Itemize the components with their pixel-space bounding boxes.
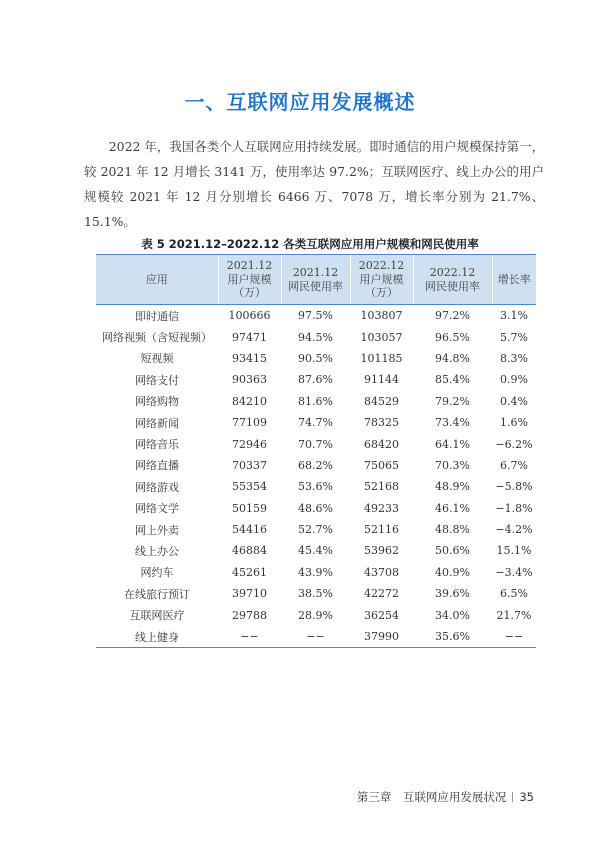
cell-growth: 0.9% bbox=[500, 373, 528, 387]
cell-users-2021: −− bbox=[218, 626, 281, 648]
cell-users-2022: 52116 bbox=[364, 523, 399, 537]
usage-table bbox=[96, 254, 536, 648]
cell-users-2022: 84529 bbox=[364, 394, 399, 408]
cell-growth: −3.4% bbox=[495, 565, 533, 579]
cell-rate-2022: 97.2% bbox=[435, 309, 470, 323]
cell-users-2021: 93415 bbox=[232, 351, 267, 365]
cell-rate-2022: 73.4% bbox=[435, 416, 470, 430]
intro-paragraph: 2022 年，我国各类个人互联网应用持续发展。即时通信的用户规模保持第一，较 2021 年 12 月增长 3141 万，使用率达 97.2%；互联网医疗、线上办公的用户规模较 2021 年 12 月分别增长 6466 万、7078 万，增长率分别为 21.7%、15.1%。 bbox=[84, 139, 544, 229]
header-growth-label: 增长率 bbox=[497, 272, 531, 286]
cell-rate-2022: 48.8% bbox=[435, 523, 470, 537]
cell-users-2022: 36254 bbox=[364, 608, 399, 622]
cell-app-name: 网上外卖 bbox=[135, 523, 179, 537]
cell-users-2021: 55354 bbox=[232, 480, 267, 494]
cell-users-2022: 53962 bbox=[364, 544, 399, 558]
cell-rate-2022: 64.1% bbox=[435, 437, 470, 451]
cell-rate-2022: 94.8% bbox=[435, 351, 470, 365]
cell-app-name: 网络视频（含短视频） bbox=[102, 331, 212, 345]
table-row bbox=[96, 391, 536, 412]
table-row bbox=[96, 604, 536, 625]
cell-rate-2022: 70.3% bbox=[435, 458, 470, 472]
cell-rate-2022: 85.4% bbox=[435, 373, 470, 387]
cell-users-2021: 77109 bbox=[232, 416, 267, 430]
cell-rate-2022: 34.0% bbox=[435, 608, 470, 622]
table-row bbox=[96, 305, 536, 327]
cell-rate-2021: 97.5% bbox=[298, 309, 333, 323]
footer-divider bbox=[512, 792, 513, 802]
table-row bbox=[96, 412, 536, 433]
cell-users-2021: 29788 bbox=[232, 608, 267, 622]
cell-growth: −5.8% bbox=[495, 480, 533, 494]
cell-rate-2021: 53.6% bbox=[298, 480, 333, 494]
cell-growth: 1.6% bbox=[500, 416, 528, 430]
cell-users-2022: 101185 bbox=[360, 351, 403, 365]
cell-rate-2021: 74.7% bbox=[298, 416, 333, 430]
cell-rate-2022: 50.6% bbox=[435, 544, 470, 558]
table-row bbox=[96, 626, 536, 648]
cell-growth: 6.5% bbox=[500, 587, 528, 601]
cell-app-name: 在线旅行预订 bbox=[124, 587, 190, 601]
table-row bbox=[96, 433, 536, 454]
cell-users-2021: 46884 bbox=[232, 544, 267, 558]
header-users-2021-label: 2021.12 用户规模 （万） bbox=[226, 259, 273, 300]
cell-rate-2022: 96.5% bbox=[435, 330, 470, 344]
header-rate-2021 bbox=[281, 255, 350, 305]
cell-users-2022: 78325 bbox=[364, 416, 399, 430]
cell-users-2021: 50159 bbox=[232, 501, 267, 515]
cell-rate-2021: 52.7% bbox=[298, 523, 333, 537]
table-caption: 表 5 2021.12–2022.12 各类互联网应用用户规模和网民使用率 bbox=[141, 237, 479, 251]
cell-growth: 21.7% bbox=[496, 608, 532, 622]
table-row bbox=[96, 498, 536, 519]
table-header-row bbox=[96, 255, 536, 305]
table-row bbox=[96, 540, 536, 561]
header-rate-2022 bbox=[413, 255, 492, 305]
cell-rate-2021: 70.7% bbox=[298, 437, 333, 451]
cell-rate-2021: 68.2% bbox=[298, 458, 333, 472]
cell-app-name: 短视频 bbox=[140, 352, 174, 366]
cell-users-2021: 84210 bbox=[232, 394, 267, 408]
footer-page-number: 35 bbox=[519, 790, 534, 804]
cell-users-2022: 43708 bbox=[364, 565, 399, 579]
page-footer bbox=[357, 789, 534, 805]
cell-app-name: 网络新闻 bbox=[135, 416, 179, 430]
cell-growth: −4.2% bbox=[495, 523, 533, 537]
cell-rate-2021: −− bbox=[281, 626, 350, 648]
cell-growth: 5.7% bbox=[500, 330, 528, 344]
cell-app-name: 网络直播 bbox=[135, 459, 179, 473]
header-users-2022-label: 2022.12 用户规模 （万） bbox=[358, 259, 405, 300]
cell-growth: 8.3% bbox=[500, 351, 528, 365]
table-row bbox=[96, 326, 536, 347]
cell-rate-2021: 87.6% bbox=[298, 373, 333, 387]
table-row bbox=[96, 369, 536, 390]
cell-rate-2022: 46.1% bbox=[435, 501, 470, 515]
table-row bbox=[96, 476, 536, 497]
cell-app-name: 网络游戏 bbox=[135, 480, 179, 494]
cell-rate-2022: 48.9% bbox=[435, 480, 470, 494]
cell-rate-2021: 94.5% bbox=[298, 330, 333, 344]
cell-growth: 0.4% bbox=[500, 394, 528, 408]
cell-growth: 6.7% bbox=[500, 458, 528, 472]
table-row bbox=[96, 519, 536, 540]
cell-app-name: 网络购物 bbox=[135, 395, 179, 409]
table-row bbox=[96, 583, 536, 604]
cell-rate-2022: 39.6% bbox=[435, 587, 470, 601]
cell-growth: 15.1% bbox=[496, 544, 532, 558]
cell-growth: −1.8% bbox=[495, 501, 533, 515]
cell-rate-2021: 45.4% bbox=[298, 544, 333, 558]
table-body bbox=[96, 305, 536, 648]
cell-rate-2021: 38.5% bbox=[298, 587, 333, 601]
cell-users-2021: 45261 bbox=[232, 565, 267, 579]
cell-users-2021: 97471 bbox=[232, 330, 267, 344]
cell-users-2022: 37990 bbox=[350, 626, 413, 648]
cell-users-2022: 68420 bbox=[364, 437, 399, 451]
cell-app-name: 网约车 bbox=[140, 566, 174, 580]
table-row bbox=[96, 455, 536, 476]
cell-growth: 3.1% bbox=[500, 309, 528, 323]
cell-app-name: 网络音乐 bbox=[135, 438, 179, 452]
cell-users-2021: 39710 bbox=[232, 587, 267, 601]
cell-app-name: 线上办公 bbox=[135, 544, 179, 558]
cell-users-2021: 100666 bbox=[228, 309, 271, 323]
header-users-2022 bbox=[350, 255, 413, 305]
cell-rate-2022: 35.6% bbox=[413, 626, 492, 648]
table-row bbox=[96, 348, 536, 369]
cell-users-2022: 103807 bbox=[360, 309, 403, 323]
cell-app-name: 即时通信 bbox=[135, 309, 179, 323]
cell-users-2022: 42272 bbox=[364, 587, 399, 601]
cell-users-2022: 75065 bbox=[364, 458, 399, 472]
cell-app-name: 线上健身 bbox=[96, 626, 218, 648]
cell-app-name: 网络文学 bbox=[135, 502, 179, 516]
cell-rate-2021: 28.9% bbox=[298, 608, 333, 622]
header-rate-2021-label: 2021.12 网民使用率 bbox=[288, 266, 343, 293]
section-title: 一、互联网应用发展概述 bbox=[184, 90, 416, 114]
cell-users-2022: 103057 bbox=[360, 330, 403, 344]
cell-rate-2021: 43.9% bbox=[298, 565, 333, 579]
cell-users-2021: 54416 bbox=[232, 523, 267, 537]
cell-rate-2021: 90.5% bbox=[298, 351, 333, 365]
footer-chapter: 第三章 互联网应用发展状况 bbox=[356, 790, 507, 804]
cell-users-2021: 90363 bbox=[232, 373, 267, 387]
cell-rate-2022: 79.2% bbox=[435, 394, 470, 408]
cell-rate-2021: 48.6% bbox=[298, 501, 333, 515]
cell-rate-2022: 40.9% bbox=[435, 565, 470, 579]
cell-users-2022: 52168 bbox=[364, 480, 399, 494]
cell-users-2022: 91144 bbox=[364, 373, 399, 387]
cell-app-name: 网络支付 bbox=[135, 373, 179, 387]
cell-users-2021: 72946 bbox=[232, 437, 267, 451]
cell-growth: −− bbox=[492, 626, 536, 648]
header-app-label: 应用 bbox=[145, 272, 168, 286]
header-users-2021 bbox=[218, 255, 281, 305]
cell-rate-2021: 81.6% bbox=[298, 394, 333, 408]
header-growth bbox=[492, 255, 536, 305]
header-rate-2022-label: 2022.12 网民使用率 bbox=[425, 266, 480, 293]
cell-users-2022: 49233 bbox=[364, 501, 399, 515]
cell-growth: −6.2% bbox=[495, 437, 533, 451]
cell-app-name: 互联网医疗 bbox=[129, 609, 185, 623]
cell-users-2021: 70337 bbox=[232, 458, 267, 472]
header-app bbox=[96, 255, 218, 305]
table-row bbox=[96, 562, 536, 583]
